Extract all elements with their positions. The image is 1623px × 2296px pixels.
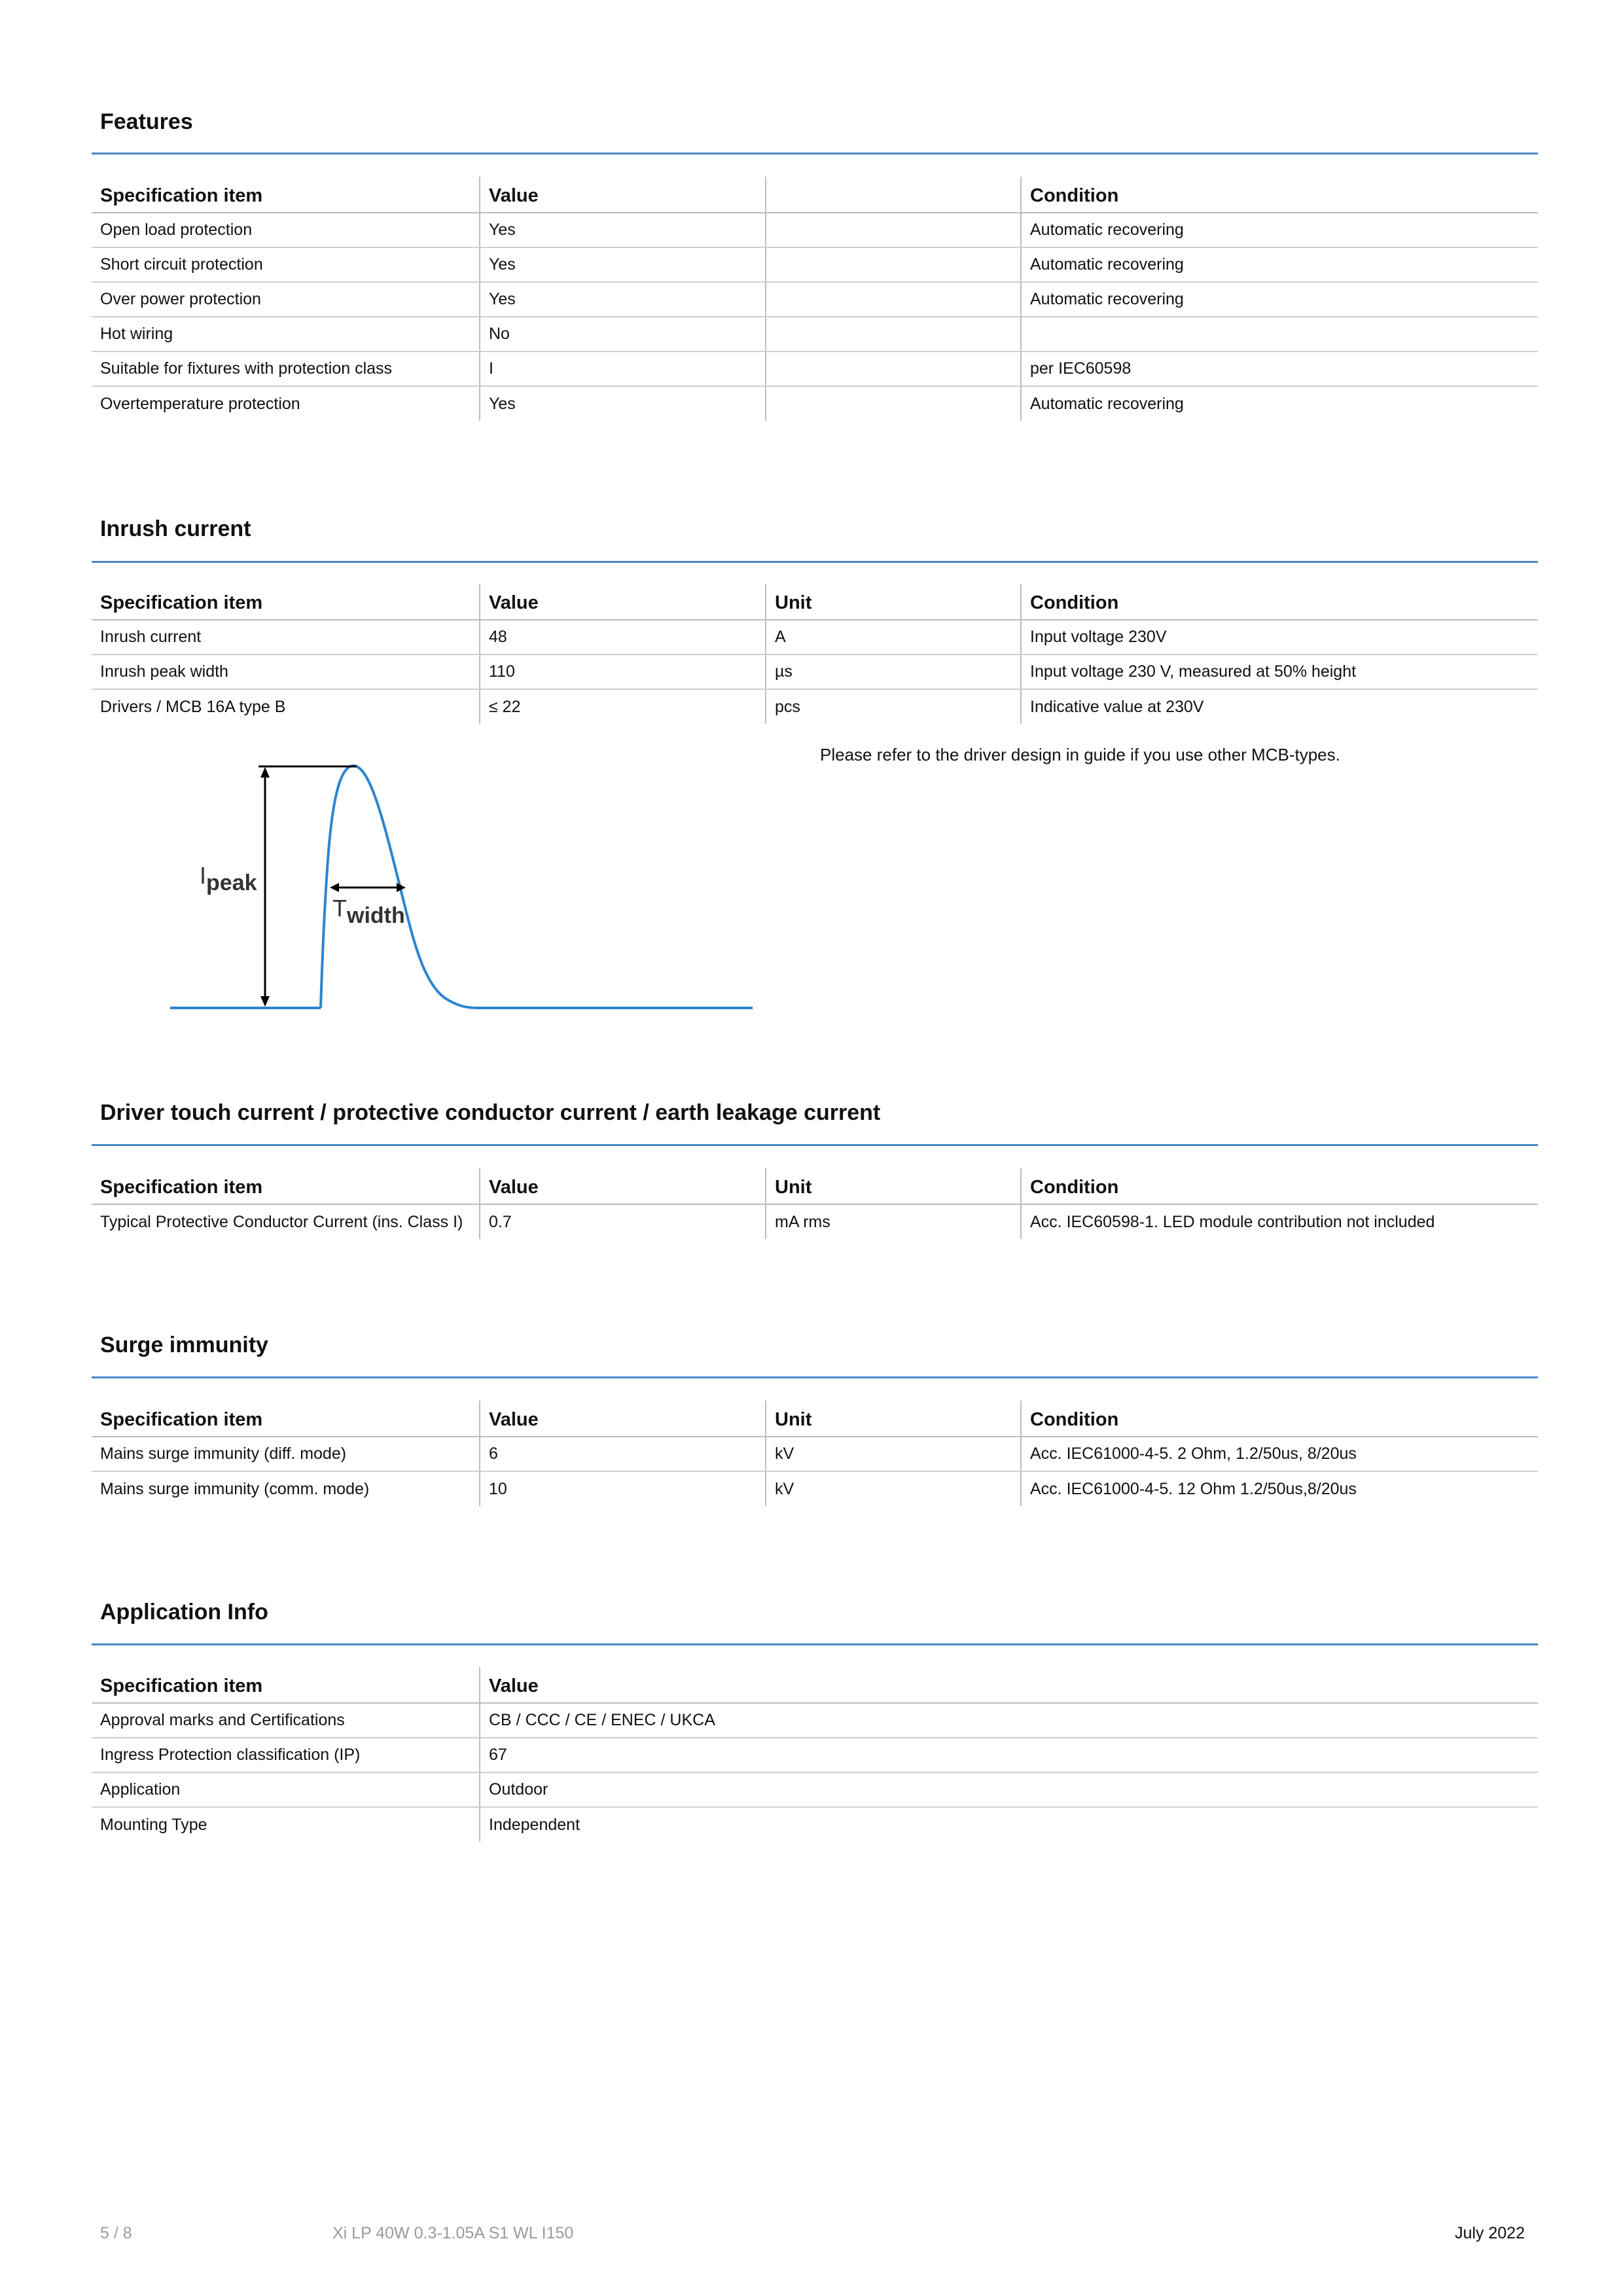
inrush-rule bbox=[92, 561, 1538, 563]
surge-title: Surge immunity bbox=[100, 1333, 268, 1357]
touch-current-title: Driver touch current / protective conductor current / earth leakage current bbox=[100, 1100, 881, 1125]
cell-spec-item: Suitable for fixtures with protection class bbox=[92, 351, 480, 386]
features-table bbox=[92, 177, 1538, 421]
features-rule bbox=[92, 152, 1538, 154]
cell-unit: kV bbox=[766, 1471, 1021, 1506]
cell-condition: Automatic recovering bbox=[1021, 282, 1538, 317]
cell-spec-item: Ingress Protection classification (IP) bbox=[92, 1738, 480, 1772]
table-row bbox=[92, 620, 1538, 655]
cell-condition: Automatic recovering bbox=[1021, 386, 1538, 421]
cell-spec-item: Inrush current bbox=[92, 620, 480, 655]
cell-spec-item: Mains surge immunity (diff. mode) bbox=[92, 1437, 480, 1471]
cell-value: Yes bbox=[480, 213, 766, 247]
page-number: 5 / 8 bbox=[100, 2224, 132, 2242]
cell-unit: pcs bbox=[766, 689, 1021, 724]
table-row bbox=[92, 1807, 1538, 1842]
cell-value: 110 bbox=[480, 655, 766, 689]
inrush-waveform-diagram bbox=[164, 753, 766, 1014]
table-row bbox=[92, 213, 1538, 247]
cell-empty bbox=[766, 351, 1021, 386]
header-unit: Unit bbox=[766, 584, 1021, 620]
peak-label-sub: peak bbox=[206, 870, 257, 895]
header-condition: Condition bbox=[1021, 1168, 1538, 1204]
table-header-row bbox=[92, 1667, 1538, 1703]
table-row bbox=[92, 386, 1538, 421]
features-title: Features bbox=[100, 109, 193, 134]
table-row bbox=[92, 1738, 1538, 1772]
table-row bbox=[92, 1437, 1538, 1471]
cell-unit: kV bbox=[766, 1437, 1021, 1471]
cell-condition: Input voltage 230 V, measured at 50% height bbox=[1021, 655, 1538, 689]
cell-value: 6 bbox=[480, 1437, 766, 1471]
inrush-table bbox=[92, 584, 1538, 724]
header-unit: Unit bbox=[766, 1401, 1021, 1437]
cell-condition: Automatic recovering bbox=[1021, 247, 1538, 282]
touch-current-table bbox=[92, 1168, 1538, 1239]
cell-empty bbox=[766, 317, 1021, 351]
header-spec-item: Specification item bbox=[92, 177, 480, 213]
cell-unit: mA rms bbox=[766, 1204, 1021, 1239]
table-header-row bbox=[92, 584, 1538, 620]
header-value: Value bbox=[480, 1168, 766, 1204]
application-title: Application Info bbox=[100, 1600, 268, 1624]
width-arrow-head-left bbox=[330, 883, 339, 892]
cell-condition: Automatic recovering bbox=[1021, 213, 1538, 247]
peak-label-main: I bbox=[200, 862, 207, 889]
cell-value: Yes bbox=[480, 247, 766, 282]
cell-condition: Input voltage 230V bbox=[1021, 620, 1538, 655]
cell-spec-item: Inrush peak width bbox=[92, 655, 480, 689]
header-condition: Condition bbox=[1021, 1401, 1538, 1437]
cell-spec-item: Approval marks and Certifications bbox=[92, 1703, 480, 1738]
document-date: July 2022 bbox=[1454, 2224, 1525, 2242]
table-row bbox=[92, 655, 1538, 689]
cell-unit: µs bbox=[766, 655, 1021, 689]
table-header-row bbox=[92, 177, 1538, 213]
cell-value: 0.7 bbox=[480, 1204, 766, 1239]
peak-arrow-head-top bbox=[260, 767, 270, 778]
cell-empty bbox=[766, 282, 1021, 317]
peak-arrow-head-bottom bbox=[260, 996, 270, 1007]
table-row bbox=[92, 689, 1538, 724]
cell-condition: per IEC60598 bbox=[1021, 351, 1538, 386]
table-row bbox=[92, 351, 1538, 386]
header-empty bbox=[766, 177, 1021, 213]
surge-table bbox=[92, 1401, 1538, 1506]
cell-empty bbox=[766, 247, 1021, 282]
header-spec-item: Specification item bbox=[92, 1667, 480, 1703]
width-label bbox=[332, 895, 405, 928]
surge-rule bbox=[92, 1376, 1538, 1378]
cell-value: 67 bbox=[480, 1738, 1538, 1772]
cell-empty bbox=[766, 213, 1021, 247]
header-condition: Condition bbox=[1021, 177, 1538, 213]
table-row bbox=[92, 1772, 1538, 1807]
cell-spec-item: Drivers / MCB 16A type B bbox=[100, 697, 286, 716]
header-value: Value bbox=[480, 177, 766, 213]
header-spec-item: Specification item bbox=[92, 1168, 480, 1204]
cell-value: No bbox=[480, 317, 766, 351]
application-rule bbox=[92, 1643, 1538, 1645]
table-row bbox=[92, 282, 1538, 317]
header-unit: Unit bbox=[766, 1168, 1021, 1204]
cell-value: I bbox=[480, 351, 766, 386]
product-name: Xi LP 40W 0.3-1.05A S1 WL I150 bbox=[332, 2224, 574, 2242]
cell-value: Outdoor bbox=[480, 1772, 1538, 1807]
cell-empty bbox=[766, 386, 1021, 421]
cell-value: Yes bbox=[480, 282, 766, 317]
cell-value: 10 bbox=[480, 1471, 766, 1506]
mcb-note: Please refer to the driver design in guide if you use other MCB-types. bbox=[820, 745, 1340, 764]
header-value: Value bbox=[480, 1401, 766, 1437]
header-spec-item: Specification item bbox=[92, 1401, 480, 1437]
cell-spec-item: Hot wiring bbox=[92, 317, 480, 351]
table-row bbox=[92, 1204, 1538, 1239]
cell-unit: A bbox=[766, 620, 1021, 655]
table-header-row bbox=[92, 1168, 1538, 1204]
header-value: Value bbox=[480, 584, 766, 620]
table-row bbox=[92, 317, 1538, 351]
cell-spec-item: Open load protection bbox=[92, 213, 480, 247]
application-table bbox=[92, 1667, 1538, 1842]
cell-condition: Acc. IEC60598-1. LED module contribution not included bbox=[1021, 1204, 1538, 1239]
cell-condition bbox=[1021, 317, 1538, 351]
cell-value: CB / CCC / CE / ENEC / UKCA bbox=[480, 1703, 1538, 1738]
cell-value: ≤ 22 bbox=[480, 689, 766, 724]
peak-label bbox=[200, 862, 257, 895]
table-row bbox=[92, 247, 1538, 282]
cell-spec-item: Short circuit protection bbox=[92, 247, 480, 282]
header-spec-item: Specification item bbox=[92, 584, 480, 620]
table-row bbox=[92, 1471, 1538, 1506]
cell-condition: Acc. IEC61000-4-5. 12 Ohm 1.2/50us,8/20us bbox=[1021, 1471, 1538, 1506]
touch-current-rule bbox=[92, 1144, 1538, 1146]
width-label-main: T bbox=[332, 895, 347, 922]
header-condition: Condition bbox=[1021, 584, 1538, 620]
cell-value: Yes bbox=[480, 386, 766, 421]
cell-value: Independent bbox=[480, 1807, 1538, 1842]
inrush-title: Inrush current bbox=[100, 516, 251, 541]
cell-spec-item: Typical Protective Conductor Current (ins. Class I) bbox=[100, 1212, 463, 1231]
header-value: Value bbox=[480, 1667, 1538, 1703]
cell-spec-item: Over power protection bbox=[92, 282, 480, 317]
cell-spec-item: Application bbox=[92, 1772, 480, 1807]
cell-value: 48 bbox=[480, 620, 766, 655]
table-header-row bbox=[92, 1401, 1538, 1437]
cell-spec-item: Mounting Type bbox=[100, 1815, 207, 1834]
width-label-sub: width bbox=[347, 903, 405, 928]
cell-condition: Acc. IEC61000-4-5. 2 Ohm, 1.2/50us, 8/20us bbox=[1021, 1437, 1538, 1471]
cell-spec-item: Mains surge immunity (comm. mode) bbox=[100, 1479, 370, 1498]
cell-spec-item: Overtemperature protection bbox=[100, 394, 300, 413]
cell-condition: Indicative value at 230V bbox=[1021, 689, 1538, 724]
table-row bbox=[92, 1703, 1538, 1738]
